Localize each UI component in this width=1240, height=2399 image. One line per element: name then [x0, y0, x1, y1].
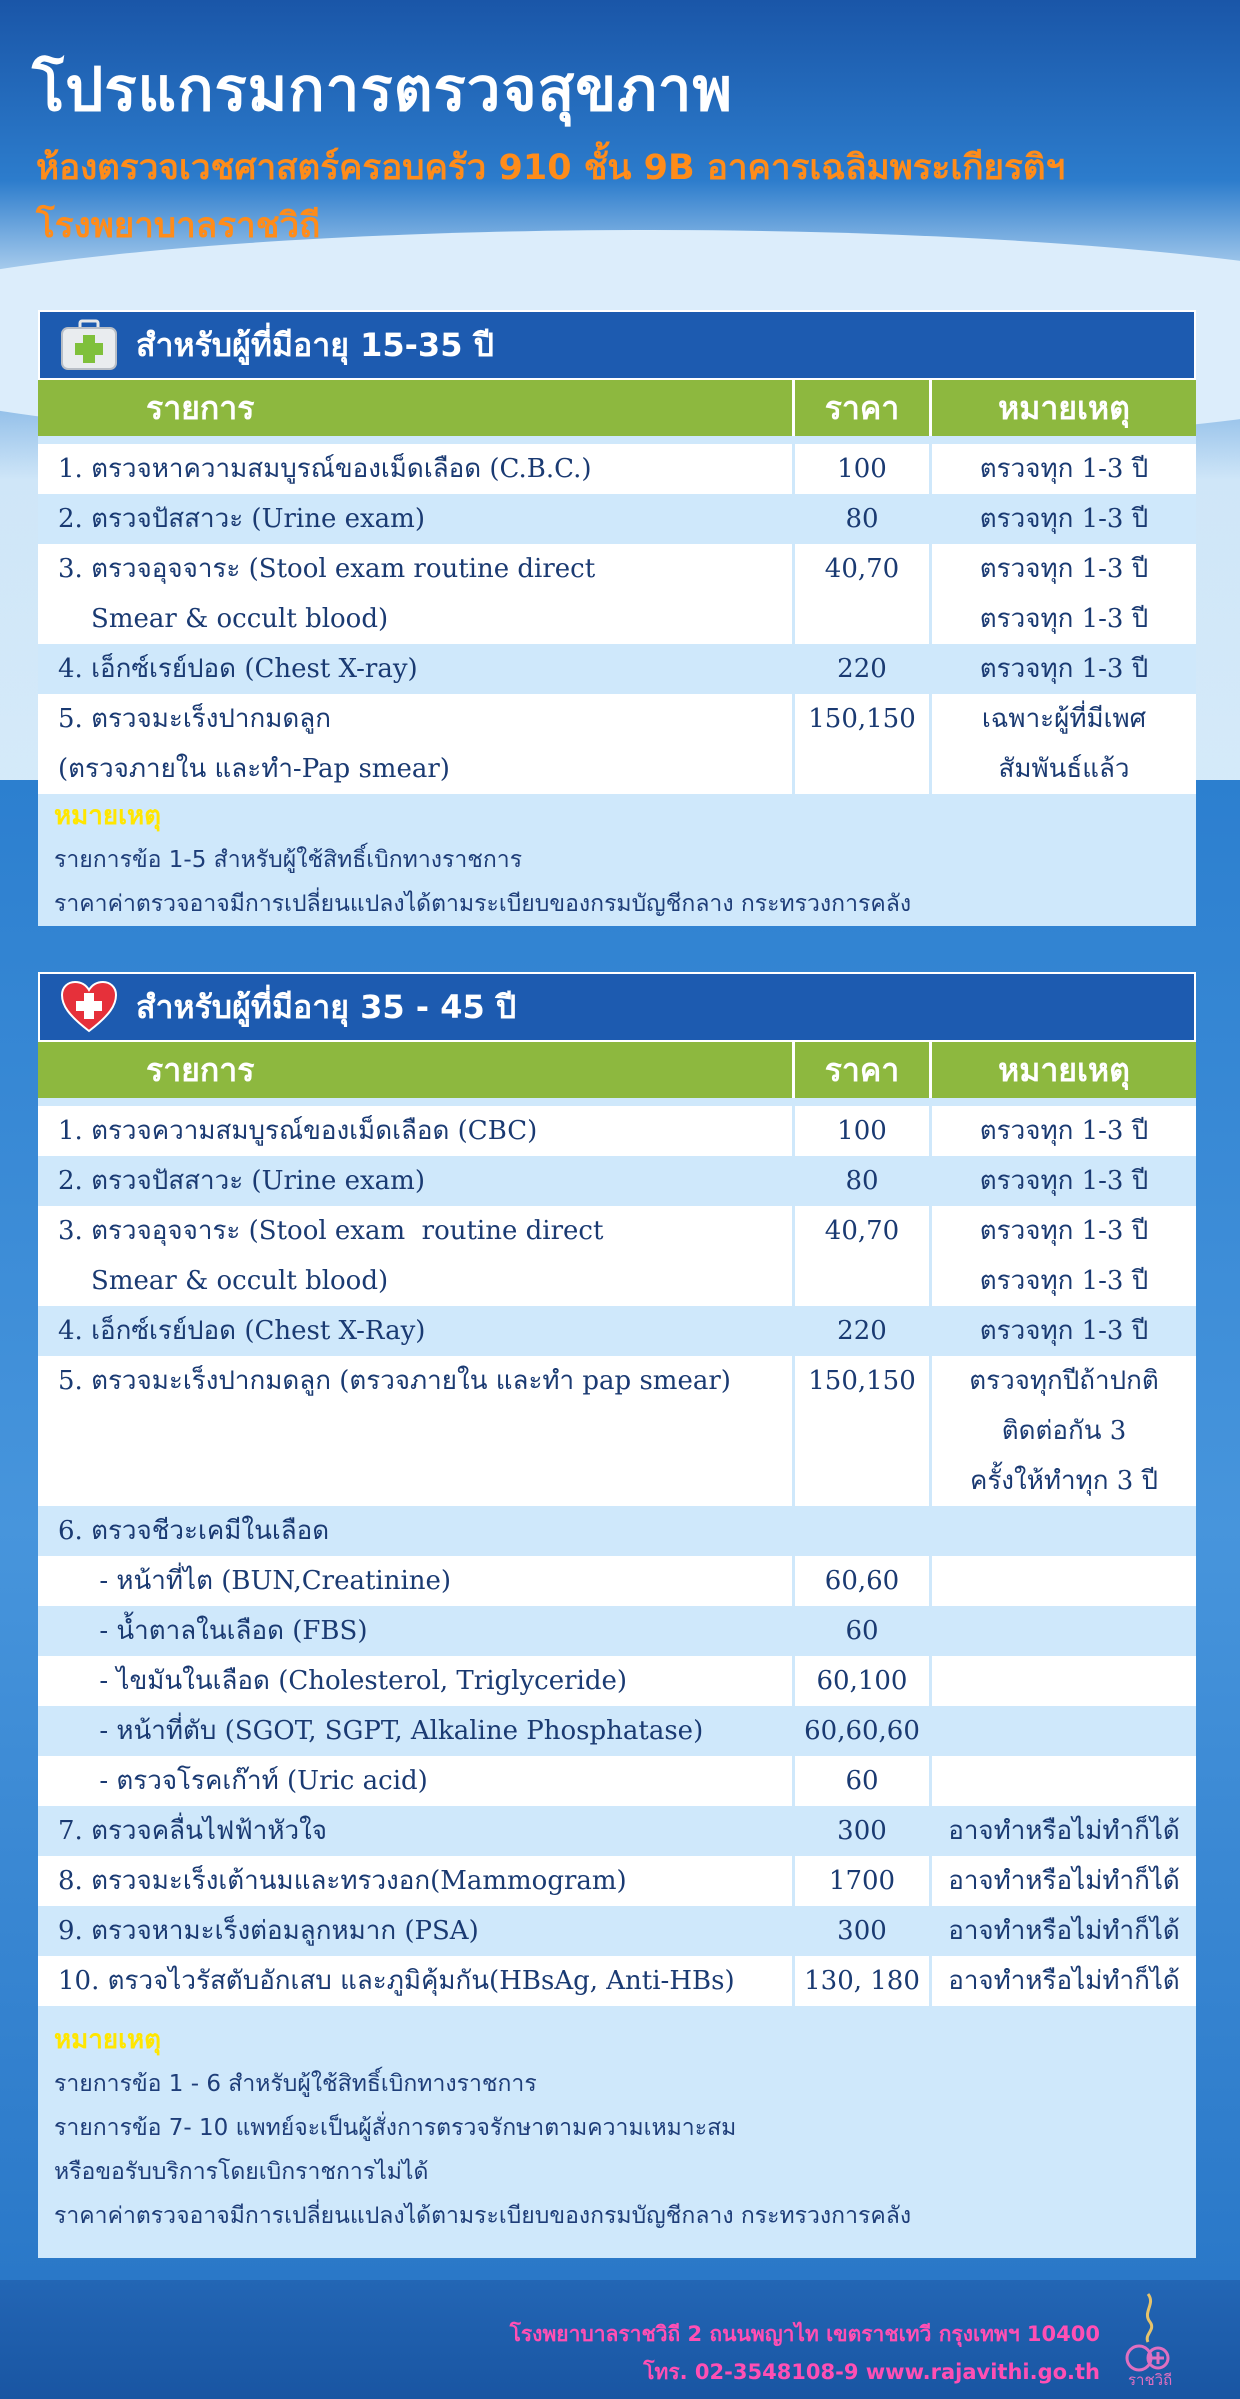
remark-text: ตรวจทุกปีถ้าปกติ: [969, 1366, 1159, 1396]
table-row: [38, 644, 1196, 694]
table-row: [38, 1606, 1196, 1656]
cell-price: [795, 494, 932, 544]
remark-text: [932, 1756, 1196, 1806]
price-text: [795, 744, 929, 794]
column-header-remark: หมายเหตุ: [998, 1050, 1130, 1089]
column-header-price: ราคา: [795, 380, 932, 436]
cell-item: [38, 644, 795, 694]
first-aid-kit-icon: [60, 319, 118, 371]
remark-text: [932, 1656, 1196, 1706]
cell-remark: [932, 1156, 1196, 1206]
remark-text: ตรวจทุก 1-3 ปี: [979, 1316, 1149, 1346]
cell-remark: [932, 1856, 1196, 1906]
table-row: [38, 1956, 1196, 2006]
table-row: [38, 1706, 1196, 1756]
price-text: [795, 1506, 929, 1556]
remark-text: ตรวจทุก 1-3 ปี: [979, 654, 1149, 684]
cell-item: [38, 1506, 795, 1556]
item-text: 3. ตรวจอุจจาระ (Stool exam routine direct: [58, 554, 596, 584]
cell-item: [38, 1556, 795, 1606]
remark-text: [932, 1506, 1196, 1556]
cell-price: [795, 1806, 932, 1856]
cell-item: [38, 1956, 795, 2006]
price-text: 60,60,60: [804, 1716, 920, 1746]
item-text: 3. ตรวจอุจจาระ (Stool exam routine direct: [58, 1216, 604, 1246]
item-text: 10. ตรวจไวรัสตับอักเสบ และภูมิคุ้มกัน(HBsAg, Anti-HBs): [58, 1966, 735, 1996]
section-age-35-45: [38, 972, 1196, 2258]
table-header: [38, 380, 1196, 436]
cell-item: [38, 1206, 795, 1306]
section-title: สำหรับผู้ที่มีอายุ 35 - 45 ปี: [136, 987, 517, 1026]
remark-text: ตรวจทุก 1-3 ปี: [979, 454, 1149, 484]
table-row: [38, 1906, 1196, 1956]
price-text: 100: [837, 1116, 887, 1146]
remark-text: [932, 1606, 1196, 1656]
notes-heading: หมายเหตุ: [54, 801, 162, 831]
table-row: [38, 444, 1196, 494]
remark-text: อาจทำหรือไม่ทำก็ได้: [948, 1966, 1180, 1996]
price-text: 220: [837, 1316, 887, 1346]
cell-remark: [932, 694, 1196, 794]
remark-text: อาจทำหรือไม่ทำก็ได้: [948, 1866, 1180, 1896]
item-text: 1. ตรวจหาความสมบูรณ์ของเม็ดเลือด (C.B.C.): [58, 454, 592, 484]
price-text: 60,60: [824, 1566, 900, 1596]
price-text: [795, 594, 929, 644]
table-row: [38, 1356, 1196, 1506]
table-row: [38, 1806, 1196, 1856]
remark-text: ตรวจทุก 1-3 ปี: [979, 1266, 1149, 1296]
table-header: [38, 1042, 1196, 1098]
price-text: 300: [837, 1916, 887, 1946]
cell-remark: [932, 1106, 1196, 1156]
item-text: - หน้าที่ตับ (SGOT, SGPT, Alkaline Phosphatase): [58, 1716, 704, 1746]
cell-item: [38, 1656, 795, 1706]
heart-plus-icon: [60, 981, 118, 1033]
section-age-15-35: [38, 310, 1196, 926]
cell-price: [795, 1506, 932, 1556]
remark-text: [932, 1556, 1196, 1606]
cell-remark: [932, 1356, 1196, 1506]
column-header-remark: หมายเหตุ: [998, 388, 1130, 427]
item-text: (ตรวจภายใน และทำ-Pap smear): [58, 754, 450, 784]
note-line: หรือขอรับบริการโดยเบิกราชการไม่ได้: [54, 2159, 429, 2185]
table-row: [38, 1156, 1196, 1206]
price-text: 60,100: [816, 1666, 908, 1696]
item-text: - ไขมันในเลือด (Cholesterol, Triglyceride): [58, 1666, 628, 1696]
item-text: - น้ำตาลในเลือด (FBS): [58, 1616, 368, 1646]
cell-price: [795, 1106, 932, 1156]
price-text: 60: [845, 1766, 879, 1796]
item-text: [58, 1406, 792, 1456]
cell-price: [795, 1356, 932, 1506]
cell-remark: [932, 1706, 1196, 1756]
remark-text: สัมพันธ์แล้ว: [998, 754, 1130, 784]
cell-item: [38, 1306, 795, 1356]
note-line: รายการข้อ 1-5 สำหรับผู้ใช้สิทธิ์เบิกทางราชการ: [54, 847, 523, 873]
cell-price: [795, 1156, 932, 1206]
item-text: [58, 1456, 792, 1506]
item-text: 4. เอ็กซ์เรย์ปอด (Chest X-ray): [58, 654, 418, 684]
price-text: 150,150: [808, 704, 916, 734]
item-text: 5. ตรวจมะเร็งปากมดลูก: [58, 704, 331, 734]
note-line: ราคาค่าตรวจอาจมีการเปลี่ยนแปลงได้ตามระเบียบของกรมบัญชีกลาง กระทรวงการคลัง: [54, 891, 912, 917]
cell-price: [795, 1706, 932, 1756]
item-text: Smear & occult blood): [58, 1266, 389, 1296]
remark-text: ตรวจทุก 1-3 ปี: [979, 504, 1149, 534]
cell-remark: [932, 1606, 1196, 1656]
cell-item: [38, 1756, 795, 1806]
table-row: [38, 1106, 1196, 1156]
table-body: [38, 444, 1196, 794]
section-title: สำหรับผู้ที่มีอายุ 15-35 ปี: [136, 325, 494, 364]
cell-remark: [932, 644, 1196, 694]
price-text: 130, 180: [804, 1966, 920, 1996]
cell-item: [38, 444, 795, 494]
note-line: ราคาค่าตรวจอาจมีการเปลี่ยนแปลงได้ตามระเบียบของกรมบัญชีกลาง กระทรวงการคลัง: [54, 2203, 912, 2229]
cell-price: [795, 1956, 932, 2006]
page-subtitle-location: ห้องตรวจเวชศาสตร์ครอบครัว 910 ชั้น 9B อาคารเฉลิมพระเกียรติฯ: [36, 148, 1066, 188]
item-text: 4. เอ็กซ์เรย์ปอด (Chest X-Ray): [58, 1316, 426, 1346]
cell-remark: [932, 1656, 1196, 1706]
column-header-item: รายการ: [38, 380, 795, 436]
cell-price: [795, 1306, 932, 1356]
item-text: 8. ตรวจมะเร็งเต้านมและทรวงอก(Mammogram): [58, 1866, 627, 1896]
table-row: [38, 1206, 1196, 1306]
item-text: Smear & occult blood): [58, 604, 389, 634]
cell-price: [795, 644, 932, 694]
section-header: [38, 310, 1196, 380]
item-text: 2. ตรวจปัสสาวะ (Urine exam): [58, 504, 425, 534]
item-text: 6. ตรวจชีวะเคมีในเลือด: [58, 1516, 330, 1546]
cell-item: [38, 1106, 795, 1156]
table-row: [38, 1556, 1196, 1606]
cell-remark: [932, 1956, 1196, 2006]
footer-contact[interactable]: โทร. 02-3548108-9 www.rajavithi.go.th: [643, 2360, 1100, 2384]
cell-price: [795, 1856, 932, 1906]
price-text: 220: [837, 654, 887, 684]
price-text: 60: [845, 1616, 879, 1646]
price-text: [795, 1456, 929, 1506]
cell-item: [38, 544, 795, 644]
price-text: 80: [845, 504, 879, 534]
cell-price: [795, 694, 932, 794]
item-text: 9. ตรวจหามะเร็งต่อมลูกหมาก (PSA): [58, 1916, 479, 1946]
price-text: [795, 1406, 929, 1456]
table-row: [38, 1856, 1196, 1906]
price-text: [795, 1256, 929, 1306]
cell-remark: [932, 494, 1196, 544]
cell-remark: [932, 1806, 1196, 1856]
remark-text: เฉพาะผู้ที่มีเพศ: [981, 704, 1147, 734]
cell-price: [795, 1756, 932, 1806]
item-text: 7. ตรวจคลื่นไฟฟ้าหัวใจ: [58, 1816, 328, 1846]
notes-heading: หมายเหตุ: [54, 2025, 162, 2055]
cell-remark: [932, 1756, 1196, 1806]
logo-text: ราชวิถี: [1128, 2371, 1173, 2389]
column-header-item: รายการ: [38, 1042, 795, 1098]
remark-text: ตรวจทุก 1-3 ปี: [979, 1216, 1149, 1246]
cell-item: [38, 1906, 795, 1956]
notes: [38, 794, 1196, 926]
cell-item: [38, 1156, 795, 1206]
remark-text: ครั้งให้ทำทุก 3 ปี: [969, 1466, 1159, 1496]
table-row: [38, 544, 1196, 644]
price-text: 150,150: [808, 1366, 916, 1396]
footer-address: โรงพยาบาลราชวิถี 2 ถนนพญาไท เขตราชเทวี กรุงเทพฯ 10400: [509, 2322, 1100, 2346]
table-row: [38, 494, 1196, 544]
remark-text: อาจทำหรือไม่ทำก็ได้: [948, 1916, 1180, 1946]
cell-item: [38, 494, 795, 544]
note-line: รายการข้อ 7- 10 แพทย์จะเป็นผู้สั่งการตรวจรักษาตามความเหมาะสม: [54, 2115, 737, 2141]
cell-remark: [932, 544, 1196, 644]
remark-text: ตรวจทุก 1-3 ปี: [979, 1166, 1149, 1196]
remark-text: ตรวจทุก 1-3 ปี: [979, 1116, 1149, 1146]
table-row: [38, 694, 1196, 794]
notes: [38, 2018, 1196, 2238]
item-text: 2. ตรวจปัสสาวะ (Urine exam): [58, 1166, 425, 1196]
cell-price: [795, 444, 932, 494]
table-body: [38, 1106, 1196, 2006]
table-row: [38, 1656, 1196, 1706]
cell-item: [38, 694, 795, 794]
column-header-price: ราคา: [795, 1042, 932, 1098]
price-text: 40,70: [824, 554, 900, 584]
remark-text: ตรวจทุก 1-3 ปี: [979, 554, 1149, 584]
cell-item: [38, 1706, 795, 1756]
remark-text: ตรวจทุก 1-3 ปี: [979, 604, 1149, 634]
cell-item: [38, 1856, 795, 1906]
price-text: 40,70: [824, 1216, 900, 1246]
cell-remark: [932, 1206, 1196, 1306]
cell-price: [795, 1606, 932, 1656]
cell-remark: [932, 1906, 1196, 1956]
cell-remark: [932, 1556, 1196, 1606]
cell-remark: [932, 444, 1196, 494]
cell-item: [38, 1356, 795, 1506]
cell-item: [38, 1606, 795, 1656]
item-text: 1. ตรวจความสมบูรณ์ของเม็ดเลือด (CBC): [58, 1116, 538, 1146]
section-header: [38, 972, 1196, 1042]
cell-price: [795, 1206, 932, 1306]
item-text: - หน้าที่ไต (BUN,Creatinine): [58, 1566, 452, 1596]
remark-text: [932, 1706, 1196, 1756]
cell-price: [795, 1556, 932, 1606]
remark-text: อาจทำหรือไม่ทำก็ได้: [948, 1816, 1180, 1846]
cell-price: [795, 544, 932, 644]
table-row: [38, 1506, 1196, 1556]
item-text: - ตรวจโรคเก๊าท์ (Uric acid): [58, 1766, 428, 1796]
page-subtitle-hospital: โรงพยาบาลราชวิถี: [36, 206, 321, 246]
item-text: 5. ตรวจมะเร็งปากมดลูก (ตรวจภายใน และทำ pap smear): [58, 1366, 731, 1396]
note-line: รายการข้อ 1 - 6 สำหรับผู้ใช้สิทธิ์เบิกทางราชการ: [54, 2071, 537, 2097]
cell-price: [795, 1656, 932, 1706]
table-row: [38, 1756, 1196, 1806]
cell-remark: [932, 1306, 1196, 1356]
price-text: 80: [845, 1166, 879, 1196]
cell-item: [38, 1806, 795, 1856]
price-text: 100: [837, 454, 887, 484]
cell-remark: [932, 1506, 1196, 1556]
price-text: 300: [837, 1816, 887, 1846]
price-text: 1700: [828, 1866, 896, 1896]
cell-price: [795, 1906, 932, 1956]
table-row: [38, 1306, 1196, 1356]
page-title: โปรแกรมการตรวจสุขภาพ: [32, 55, 734, 125]
remark-text: ติดต่อกัน 3: [1001, 1416, 1127, 1446]
